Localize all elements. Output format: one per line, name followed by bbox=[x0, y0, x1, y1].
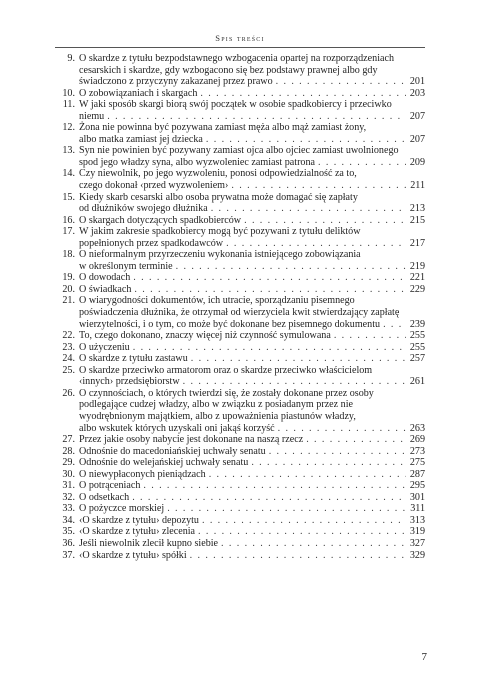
toc-entry-title-line: Odnośnie do macedoniańskiej uchwały senatu bbox=[79, 445, 266, 457]
toc-entry-title-line: Przez jakie osoby nabycie jest dokonane na naszą rzecz bbox=[79, 434, 304, 446]
toc-entry-leader-row bbox=[79, 330, 425, 342]
toc-entry bbox=[55, 434, 425, 446]
toc-entry bbox=[55, 515, 425, 527]
dot-leader bbox=[211, 203, 406, 215]
dot-leader bbox=[202, 515, 406, 527]
toc-entry-title-line: Odnośnie do welejańskiej uchwały senatu bbox=[79, 457, 249, 469]
toc-entry-title-line: O dowodach bbox=[79, 272, 131, 284]
toc-entry-title-line: O skardze przeciwko armatorom oraz o skardze przeciwko właścicielom bbox=[79, 364, 373, 376]
toc-entry bbox=[55, 295, 425, 330]
toc-entry bbox=[55, 249, 425, 272]
toc-entry-leader-row bbox=[79, 319, 425, 331]
toc-entry bbox=[55, 122, 425, 145]
dot-leader bbox=[276, 76, 406, 88]
toc-entry-title-line: W jaki sposób skargi biorą swój początek w osobie spadkobiercy i przeciwko bbox=[79, 99, 392, 111]
dot-leader bbox=[278, 423, 406, 435]
table-of-contents bbox=[55, 53, 425, 561]
toc-entry-number: 34. bbox=[62, 514, 75, 526]
dot-leader bbox=[226, 238, 406, 250]
toc-entry-leader-row bbox=[79, 423, 425, 435]
toc-entry-leader-row bbox=[79, 457, 425, 469]
toc-entry-title-line: O wiarygodności dokumentów, ich utracie, sporządzaniu pisemnego bbox=[79, 295, 355, 307]
toc-entry-page: 273 bbox=[409, 445, 425, 457]
toc-entry-leader-row bbox=[79, 446, 425, 458]
dot-leader bbox=[231, 180, 406, 192]
toc-entry-page: 215 bbox=[409, 214, 425, 226]
dot-leader bbox=[176, 261, 406, 273]
dot-leader bbox=[198, 526, 406, 538]
toc-entry-page: 221 bbox=[409, 272, 425, 284]
toc-entry-leader-row bbox=[79, 272, 425, 284]
toc-entry-title-line: ‹O skardze z tytułu› spółki bbox=[79, 549, 187, 561]
toc-entry-page: 261 bbox=[409, 376, 425, 388]
toc-entry bbox=[55, 272, 425, 284]
toc-entry-title-line: Czy niewolnik, po jego wyzwoleniu, ponosi odpowiedzialność za to, bbox=[79, 168, 357, 180]
dot-leader bbox=[191, 353, 406, 365]
toc-entry-number: 21. bbox=[62, 295, 75, 307]
toc-entry-page: 319 bbox=[409, 526, 425, 538]
toc-entry-title-line: w określonym terminie bbox=[79, 260, 173, 272]
header-rule bbox=[55, 47, 425, 48]
dot-leader bbox=[167, 503, 406, 515]
dot-leader bbox=[200, 88, 406, 100]
toc-entry-page: 257 bbox=[409, 353, 425, 365]
dot-leader bbox=[133, 342, 406, 354]
toc-entry-number: 33. bbox=[62, 503, 75, 515]
toc-entry-page: 263 bbox=[409, 422, 425, 434]
dot-leader bbox=[306, 434, 406, 446]
dot-leader bbox=[221, 538, 406, 550]
toc-entry-title-line: O skargach dotyczących spadkobierców bbox=[79, 214, 242, 226]
toc-entry-title-line: ‹O skardze z tytułu› zlecenia bbox=[79, 526, 196, 538]
toc-entry bbox=[55, 353, 425, 365]
toc-entry-title-line: albo matka zamiast jej dziecka bbox=[79, 133, 203, 145]
toc-entry bbox=[55, 88, 425, 100]
toc-entry-title-line: O potrąceniach bbox=[79, 480, 141, 492]
toc-entry-page: 301 bbox=[409, 491, 425, 503]
toc-entry-title-line: wierzytelności, i o tym, co może być dokonane bez pisemnego dokumentu bbox=[79, 318, 381, 330]
toc-entry-number: 15. bbox=[62, 191, 75, 203]
toc-entry-page: 287 bbox=[409, 468, 425, 480]
toc-entry-leader-row bbox=[79, 526, 425, 538]
toc-entry-title-line: Kiedy skarb cesarski albo osoba prywatna może domagać się zapłaty bbox=[79, 191, 358, 203]
toc-entry-title-line: albo wskutek których uzyskali oni jakąś korzyść bbox=[79, 422, 275, 434]
toc-entry-number: 37. bbox=[62, 549, 75, 561]
toc-entry bbox=[55, 538, 425, 550]
dot-leader bbox=[107, 111, 406, 123]
toc-entry-number: 23. bbox=[62, 341, 75, 353]
toc-entry-leader-row bbox=[79, 503, 425, 515]
toc-entry-page: 219 bbox=[409, 260, 425, 272]
toc-entry-page: 209 bbox=[409, 156, 425, 168]
toc-entry-number: 19. bbox=[62, 272, 75, 284]
dot-leader bbox=[132, 492, 406, 504]
toc-entry bbox=[55, 550, 425, 562]
running-header: Spis treści bbox=[215, 33, 265, 43]
dot-leader bbox=[190, 550, 406, 562]
toc-entry-number: 27. bbox=[62, 434, 75, 446]
toc-entry-title-line: O skardze z tytułu zastawu bbox=[79, 353, 188, 365]
toc-entry-title-line: O użyczeniu bbox=[79, 341, 130, 353]
toc-entry-page: 207 bbox=[409, 110, 425, 122]
dot-leader bbox=[143, 480, 406, 492]
toc-entry-leader-row bbox=[79, 480, 425, 492]
toc-entry-leader-row bbox=[79, 76, 425, 88]
toc-entry-page: 295 bbox=[409, 480, 425, 492]
toc-entry bbox=[55, 215, 425, 227]
dot-leader bbox=[334, 330, 406, 342]
toc-entry-title-line: Syn nie powinien być pozywany zamiast ojca albo ojciec zamiast uwolnionego bbox=[79, 145, 399, 157]
toc-entry bbox=[55, 526, 425, 538]
toc-entry-number: 14. bbox=[62, 168, 75, 180]
toc-entry bbox=[55, 388, 425, 434]
toc-entry bbox=[55, 469, 425, 481]
toc-entry-leader-row bbox=[79, 111, 425, 123]
toc-entry-number: 32. bbox=[62, 491, 75, 503]
toc-entry-number: 20. bbox=[62, 283, 75, 295]
toc-entry bbox=[55, 503, 425, 515]
toc-entry-title-line: ‹innych› przedsiębiorstw bbox=[79, 376, 180, 388]
toc-entry-title-line: niemu bbox=[79, 110, 105, 122]
dot-leader bbox=[244, 215, 406, 227]
toc-entry-page: 269 bbox=[409, 434, 425, 446]
toc-entry-number: 18. bbox=[62, 249, 75, 261]
toc-entry-leader-row bbox=[79, 376, 425, 388]
toc-entry-leader-row bbox=[79, 342, 425, 354]
dot-leader bbox=[206, 134, 406, 146]
toc-entry bbox=[55, 226, 425, 249]
toc-entry-number: 24. bbox=[62, 353, 75, 365]
toc-entry-leader-row bbox=[79, 550, 425, 562]
dot-leader bbox=[134, 284, 406, 296]
toc-entry-page: 203 bbox=[409, 87, 425, 99]
toc-entry bbox=[55, 457, 425, 469]
toc-entry-number: 26. bbox=[62, 387, 75, 399]
toc-entry bbox=[55, 446, 425, 458]
toc-entry-number: 11. bbox=[62, 99, 75, 111]
toc-entry-page: 213 bbox=[409, 203, 425, 215]
toc-entry-title-line: O zobowiązaniach i skargach bbox=[79, 87, 198, 99]
toc-entry bbox=[55, 53, 425, 88]
toc-entry-number: 25. bbox=[62, 364, 75, 376]
toc-entry-number: 35. bbox=[62, 526, 75, 538]
toc-entry-title-line: To, czego dokonano, znaczy więcej niż czynność symulowana bbox=[79, 330, 331, 342]
toc-entry-title-line: poświadczenia dłużnika, że otrzymał od wierzyciela kwit stwierdzający zapłatę bbox=[79, 307, 400, 319]
toc-entry bbox=[55, 492, 425, 504]
toc-entry-title-line: O świadkach bbox=[79, 283, 132, 295]
toc-entry-title-line: podlegające cudzej władzy, albo w związku z posiadanym przez nie bbox=[79, 399, 353, 411]
toc-entry-number: 36. bbox=[62, 537, 75, 549]
toc-entry-leader-row bbox=[79, 261, 425, 273]
toc-entry-title-line: Jeśli niewolnik zlecił kupno siebie bbox=[79, 537, 219, 549]
toc-entry-title-line: O czynnościach, o których twierdzi się, że zostały dokonane przez osoby bbox=[79, 387, 374, 399]
toc-entry-title-line: wyodrębnionym majątkiem, albo z upoważnienia piastunów władzy, bbox=[79, 410, 356, 422]
toc-entry-leader-row bbox=[79, 157, 425, 169]
dot-leader bbox=[133, 272, 406, 284]
toc-entry-number: 16. bbox=[62, 214, 75, 226]
toc-entry-leader-row bbox=[79, 284, 425, 296]
toc-entry-number: 31. bbox=[62, 480, 75, 492]
toc-entry-title-line: O odsetkach bbox=[79, 491, 130, 503]
toc-entry-number: 12. bbox=[62, 122, 75, 134]
toc-entry-leader-row bbox=[79, 515, 425, 527]
toc-entry-title-line: O skardze z tytułu bezpodstawnego wzbogacenia opartej na rozporządzeniach bbox=[79, 53, 395, 64]
toc-entry-page: 255 bbox=[409, 330, 425, 342]
toc-entry-number: 17. bbox=[62, 226, 75, 238]
toc-entry-title-line: ‹O skardze z tytułu› depozytu bbox=[79, 514, 199, 526]
toc-entry-leader-row bbox=[79, 134, 425, 146]
toc-entry-number: 9. bbox=[67, 53, 75, 64]
toc-entry-leader-row bbox=[79, 88, 425, 100]
toc-entry-page: 275 bbox=[409, 457, 425, 469]
toc-entry-leader-row bbox=[79, 203, 425, 215]
toc-entry bbox=[55, 342, 425, 354]
toc-entry bbox=[55, 145, 425, 168]
page-number: 7 bbox=[421, 651, 427, 663]
toc-entry-number: 30. bbox=[62, 468, 75, 480]
toc-entry bbox=[55, 330, 425, 342]
toc-entry bbox=[55, 480, 425, 492]
toc-entry-leader-row bbox=[79, 215, 425, 227]
toc-entry-number: 28. bbox=[62, 445, 75, 457]
toc-entry-title-line: O niewypłaconych pieniądzach bbox=[79, 468, 206, 480]
toc-entry-page: 327 bbox=[409, 537, 425, 549]
toc-entry bbox=[55, 365, 425, 388]
dot-leader bbox=[269, 446, 406, 458]
toc-entry-title-line: cesarskich i skardze, gdy wzbogacono się bez podstawy prawnej albo gdy bbox=[79, 64, 378, 76]
toc-entry-page: 229 bbox=[409, 283, 425, 295]
toc-entry-title-line: świadczono z przyczyny zakazanej przez prawo bbox=[79, 76, 273, 88]
toc-entry-page: 217 bbox=[409, 237, 425, 249]
toc-entry-page: 311 bbox=[410, 503, 425, 515]
toc-entry-leader-row bbox=[79, 469, 425, 481]
toc-entry-title-line: popełnionych przez spadkodawców bbox=[79, 237, 224, 249]
dot-leader bbox=[383, 319, 406, 331]
toc-entry-title-line: W jakim zakresie spadkobiercy mogą być pozywani z tytułu deliktów bbox=[79, 226, 361, 238]
toc-entry-title-line: spod jego władzy syna, albo wyzwoleniec zamiast patrona bbox=[79, 156, 316, 168]
toc-entry-title-line: O nieformalnym przyrzeczeniu wykonania istniejącego zobowiązania bbox=[79, 249, 361, 261]
toc-entry-number: 29. bbox=[62, 457, 75, 469]
toc-entry-number: 13. bbox=[62, 145, 75, 157]
toc-entry bbox=[55, 99, 425, 122]
toc-entry-leader-row bbox=[79, 180, 425, 192]
dot-leader bbox=[209, 469, 406, 481]
toc-entry-page: 211 bbox=[410, 180, 425, 192]
toc-entry-title-line: czego dokonał ‹przed wyzwoleniem› bbox=[79, 180, 229, 192]
toc-entry bbox=[55, 284, 425, 296]
toc-entry-title-line: od dłużników swojego dłużnika bbox=[79, 203, 208, 215]
dot-leader bbox=[183, 376, 406, 388]
toc-entry-page: 239 bbox=[409, 318, 425, 330]
toc-entry-number: 22. bbox=[62, 330, 75, 342]
toc-entry-page: 313 bbox=[409, 514, 425, 526]
toc-entry-leader-row bbox=[79, 434, 425, 446]
toc-entry bbox=[55, 168, 425, 191]
toc-entry-leader-row bbox=[79, 538, 425, 550]
toc-entry-page: 201 bbox=[409, 76, 425, 88]
toc-entry-title-line: Żona nie powinna być pozywana zamiast męża albo mąż zamiast żony, bbox=[79, 122, 367, 134]
toc-entry-title-line: O pożyczce morskiej bbox=[79, 503, 165, 515]
toc-entry-page: 329 bbox=[409, 549, 425, 561]
toc-entry-page: 207 bbox=[409, 133, 425, 145]
dot-leader bbox=[251, 457, 406, 469]
toc-entry bbox=[55, 192, 425, 215]
toc-entry-leader-row bbox=[79, 353, 425, 365]
toc-entry-number: 10. bbox=[62, 87, 75, 99]
toc-entry-page: 255 bbox=[409, 341, 425, 353]
dot-leader bbox=[318, 157, 406, 169]
toc-entry-leader-row bbox=[79, 492, 425, 504]
toc-entry-leader-row bbox=[79, 238, 425, 250]
